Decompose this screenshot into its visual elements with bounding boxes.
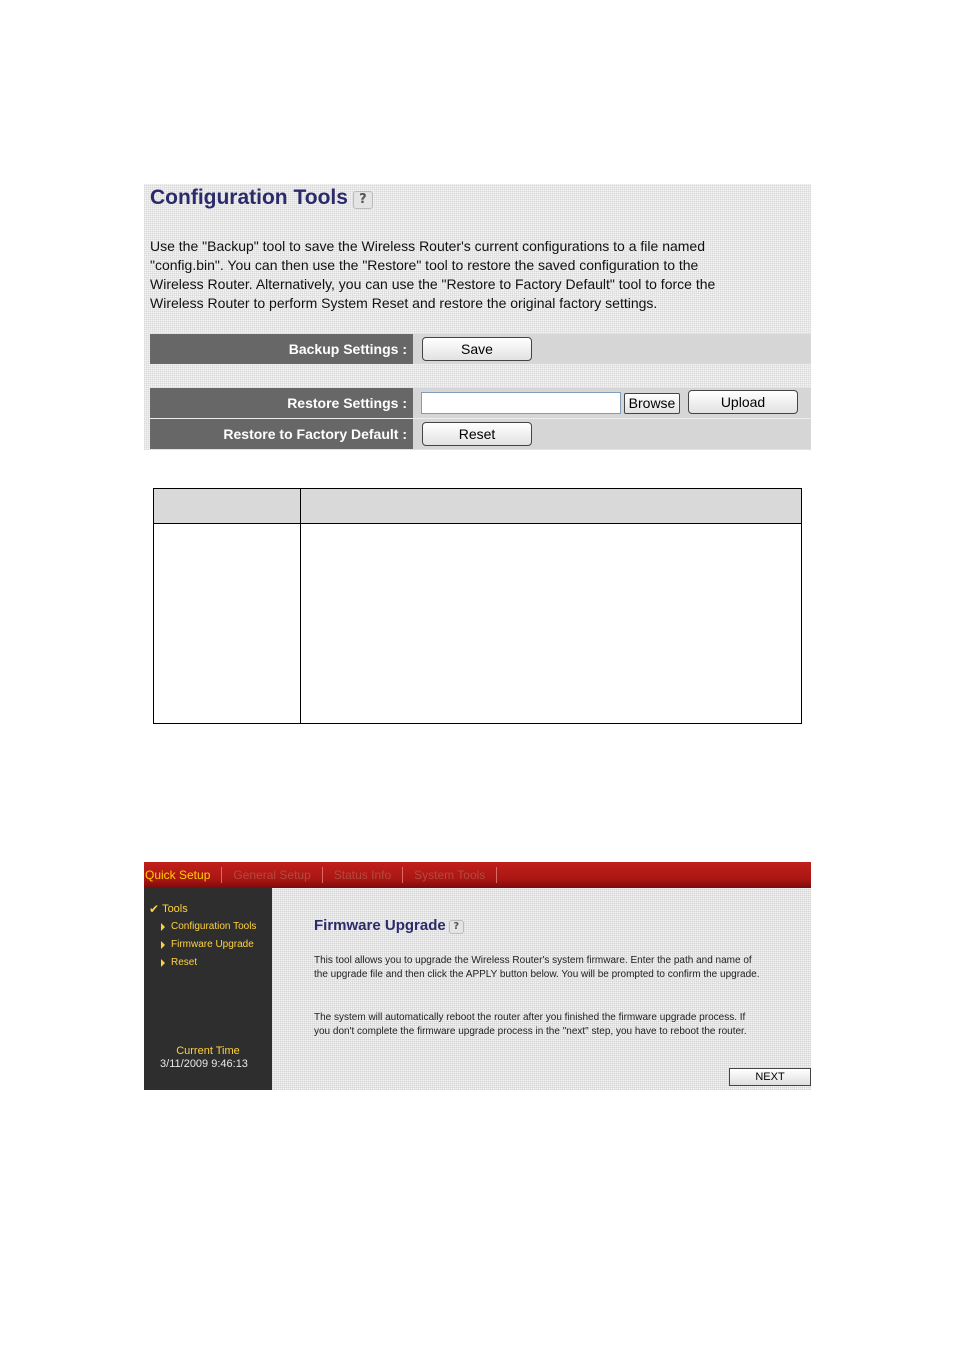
config-tools-panel <box>144 184 811 450</box>
nav-status-info[interactable]: Status Info <box>323 867 403 883</box>
description-table <box>153 488 802 724</box>
page-title <box>150 186 373 210</box>
arrow-right-icon <box>161 941 165 949</box>
checkmark-icon: ✔ <box>149 902 160 916</box>
sidebar-item-firmware-upgrade[interactable] <box>161 939 254 950</box>
sidebar-item-label: Reset <box>171 957 198 968</box>
config-tools-description: Use the "Backup" tool to save the Wireless Router's current configurations to a file named "config.bin". You can then use the "Restore" tool to restore the saved configuration to the Wireless Router. Alternatively, you can use the "Restore to Factory Default" tool to force the Wireless Router to perform System Reset and restore the original factory settings. <box>150 238 716 311</box>
firmware-title <box>314 917 464 934</box>
restore-settings-label: Restore Settings : <box>150 388 413 418</box>
current-time-label: Current Time <box>176 1045 240 1057</box>
backup-settings-label: Backup Settings : <box>150 334 413 364</box>
firmware-description-2: The system will automatically reboot the router after you finished the firmware upgrade process. If you don't complete the firmware upgrade process in the "next" step, you have to reboot the router. <box>314 1012 747 1037</box>
browse-button[interactable]: Browse <box>624 393 680 414</box>
table-header-cell <box>154 489 301 524</box>
restore-file-input[interactable] <box>421 392 621 414</box>
backup-settings-row <box>150 334 811 364</box>
firmware-description-1: This tool allows you to upgrade the Wireless Router's system firmware. Enter the path and name of the upgrade file and then click the APPLY button below. You will be prompted to confirm the upgrade. <box>314 955 760 980</box>
top-nav-bar <box>144 862 811 888</box>
firmware-main-panel <box>272 888 811 1090</box>
upload-button[interactable]: Upload <box>688 390 798 414</box>
next-button[interactable]: NEXT <box>729 1068 811 1086</box>
factory-default-label: Restore to Factory Default : <box>150 419 413 449</box>
sidebar-item-label: Firmware Upgrade <box>171 939 254 950</box>
sidebar-heading[interactable] <box>149 902 188 916</box>
factory-default-row <box>150 419 811 449</box>
table-header-row <box>154 489 802 524</box>
arrow-right-icon <box>161 923 165 931</box>
sidebar-item-configuration-tools[interactable] <box>161 921 256 932</box>
help-icon[interactable]: ? <box>353 191 373 209</box>
sidebar-heading-label: Tools <box>162 903 188 915</box>
table-header-cell <box>301 489 802 524</box>
nav-quick-setup[interactable]: Quick Setup <box>144 867 222 883</box>
sidebar <box>144 888 272 1090</box>
arrow-right-icon <box>161 959 165 967</box>
reset-button[interactable]: Reset <box>422 422 532 446</box>
firmware-title-text: Firmware Upgrade <box>314 917 446 934</box>
restore-settings-row <box>150 388 811 418</box>
table-cell <box>301 524 802 724</box>
table-row <box>154 524 802 724</box>
nav-system-tools[interactable]: System Tools <box>403 867 497 883</box>
config-tools-title: Configuration Tools <box>150 186 348 209</box>
table-cell <box>154 524 301 724</box>
firmware-upgrade-screenshot <box>144 862 811 1090</box>
sidebar-item-label: Configuration Tools <box>171 921 257 932</box>
top-nav <box>144 862 497 888</box>
help-icon[interactable]: ? <box>449 920 464 934</box>
current-time-value: 3/11/2009 9:46:13 <box>160 1058 248 1070</box>
save-button[interactable]: Save <box>422 337 532 361</box>
nav-general-setup[interactable]: General Setup <box>222 867 322 883</box>
sidebar-item-reset[interactable] <box>161 957 197 968</box>
